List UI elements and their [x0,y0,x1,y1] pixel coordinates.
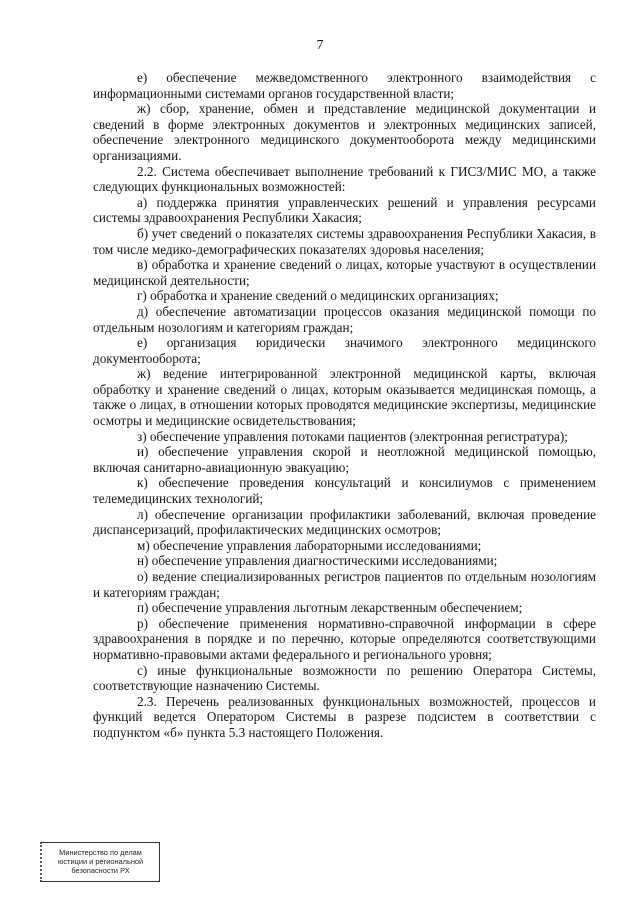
paragraph: а) поддержка принятия управленческих решений и управления ресурсами системы здравоохранения Республики Хакасия; [93,194,596,226]
paragraph: г) обработка и хранение сведений о медицинских организациях; [137,288,499,304]
stamp-line: юстиции и региональной [57,857,144,866]
paragraph: и) обеспечение управления скорой и неотложной медицинской помощью, включая санитарно-авиационную эвакуацию; [93,444,596,475]
paragraph: м) обеспечение управления лабораторными исследованиями; [137,537,482,553]
paragraph: 2.2. Система обеспечивает выполнение требований к ГИСЗ/МИС МО, а также следующих функциональных возможностей: [93,163,596,195]
paragraph: с) иные функциональные возможности по решению Оператора Системы, соответствующие назначению Системы. [93,662,596,694]
paragraph: 2.3. Перечень реализованных функциональных возможностей, процессов и функций ведется Оператором Системы в разрезе подсистем в соответствии с подпунктом «б» пункта 5.3 настоящего Положения. [93,693,596,740]
paragraph: е) обеспечение межведомственного электронного взаимодействия с информационными системами органов государственной власти; [93,70,596,101]
paragraph: о) ведение специализированных регистров пациентов по отдельным нозологиям и категориям граждан; [93,569,596,600]
stamp-line: Министерство по делам [59,848,142,857]
paragraph: д) обеспечение автоматизации процессов оказания медицинской помощи по отдельным нозологиям и категориям граждан; [93,303,596,335]
ministry-stamp [40,842,160,882]
paragraph: л) обеспечение организации профилактики заболеваний, включая проведение диспансеризаций, профилактических медицинских осмотров; [93,506,596,538]
paragraph: н) обеспечение управления диагностическими исследованиями; [137,553,498,569]
document-body [93,70,596,741]
paragraph: в) обработка и хранение сведений о лицах, которые участвуют в осуществлении медицинской деятельности; [93,257,596,288]
stamp-line: безопасности РХ [71,866,130,875]
paragraph: п) обеспечение управления льготным лекарственным обеспечением; [137,600,523,616]
paragraph: б) учет сведений о показателях системы здравоохранения Республики Хакасия, в том числе медико-демографических показателях здоровья населения; [93,225,596,257]
paragraph: е) организация юридически значимого электронного медицинского документооборота; [93,335,596,366]
paragraph: з) обеспечение управления потоками пациентов (электронная регистратура); [137,428,568,444]
page-number: 7 [316,38,324,53]
paragraph: к) обеспечение проведения консультаций и консилиумов с применением телемедицинских технологий; [93,475,596,507]
paragraph: ж) сбор, хранение, обмен и представление медицинской документации и сведений в форме электронных документов и электронных медицинских записей, обеспечение электронного медицинского документооборота между медицинскими организациями. [93,101,596,163]
paragraph: р) обеспечение применения нормативно-справочной информации в сфере здравоохранения в порядке и по перечню, которые определяются соответствующими нормативно-правовыми актами федерального и регионального уровня; [93,615,596,662]
paragraph: ж) ведение интегрированной электронной медицинской карты, включая обработку и хранение сведений о лицах, которым оказывается медицинская помощь, а также о лицах, в отношении которых проводятся медицинские экспертизы, медицинские осмотры и медицинские освидетельствования; [93,366,596,429]
